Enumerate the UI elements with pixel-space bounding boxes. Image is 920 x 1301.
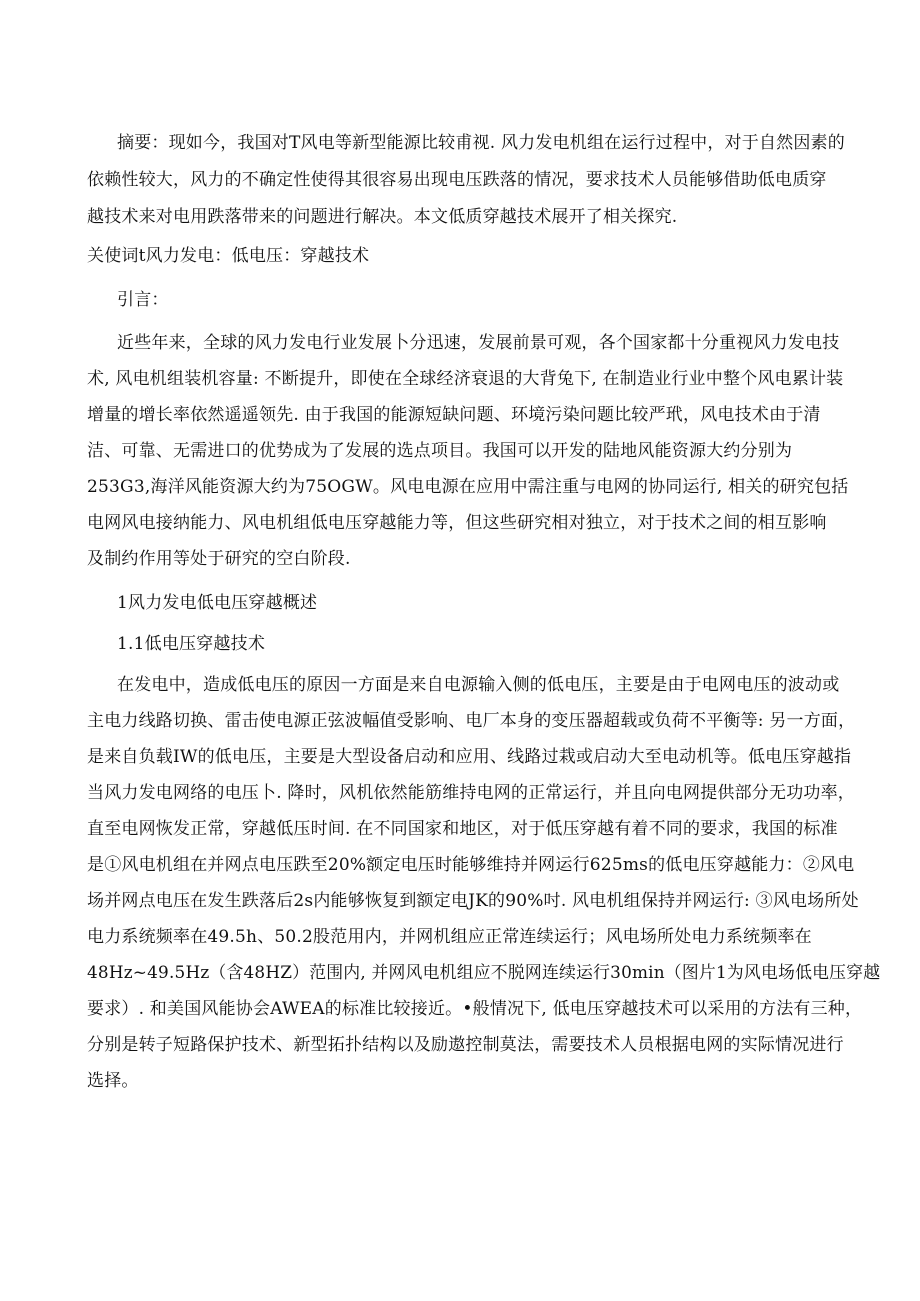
section-paragraph-line: 在发电中，造成低电压的原因一方面是来自电源输入侧的低电压，主要是由于电网电压的波动或 xyxy=(117,675,840,695)
section-paragraph-line: 主电力线路切换、雷击使电源正弦波幅值受影响、电厂本身的变压器超载或负荷不平衡等: 另一方面， xyxy=(87,711,856,731)
intro-paragraph-line: 电网风电接纳能力、风电机组低电压穿越能力等，但这些研究相对独立，对于技术之间的相互影响 xyxy=(87,513,827,533)
keywords: 关使词t风力发电：低电压：穿越技术 xyxy=(87,246,370,266)
intro-paragraph-line: 及制约作用等处于研究的空白阶段. xyxy=(87,549,351,569)
abstract-line: 依赖性较大，风力的不确定性使得其很容易出现电压跌落的情况，要求技术人员能够借助低电质穿 xyxy=(87,170,827,190)
abstract-line: 越技术来对电用跌落带来的问题进行解决。本文低质穿越技术展开了相关探究. xyxy=(87,207,678,227)
intro-paragraph-line: 253G3,海洋风能资源大约为75OGW。风电电源在应用中需注重与电网的协同运行, 相关的研究包括 xyxy=(87,477,849,497)
section-paragraph-line: 要求）. 和美国风能协会AWEA的标准比较接近。•般情况下, 低电压穿越技术可以采用的方法有三种， xyxy=(87,999,863,1019)
section-paragraph-line: 直至电网恢发正常，穿越低压时间. 在不同国家和地区，对于低压穿越有着不同的要求，我国的标准 xyxy=(87,819,838,839)
section-paragraph-line: 48Hz~49.5Hz（含48HZ）范围内, 并网风电机组应不脱网连续运行30min（图片1为风电场低电压穿越 xyxy=(87,963,881,983)
intro-heading: 引言： xyxy=(117,290,169,310)
section-heading: 1风力发电低电压穿越概述 xyxy=(117,593,318,613)
section-paragraph-line: 是来自负载IW的低电压，主要是大型设备启动和应用、线路过栽或启动大至电动机等。低电压穿越指 xyxy=(87,747,852,767)
intro-paragraph-line: 术, 风电机组装机容量: 不断提升，即使在全球经济衰退的大背兔下, 在制造业行业中整个风电累计装 xyxy=(87,369,844,389)
section-paragraph-line: 电力系统频率在49.5h、50.2股范用内，并网机组应正常连续运行；风电场所处电力系统频率在 xyxy=(87,927,812,947)
abstract-line: 摘要：现如今，我国对T风电等新型能源比较甫视. 风力发电机组在运行过程中，对于自然因素的 xyxy=(117,133,845,153)
section-paragraph-line: 选择。 xyxy=(87,1071,139,1091)
section-paragraph-line: 分别是转子短路保护技术、新型拓扑结构以及励遨控制莫法，需要技术人员根据电网的实际情况进行 xyxy=(87,1035,844,1055)
section-paragraph-line: 当风力发电网络的电压卜. 降时，风机依然能筋维持电网的正常运行，并且向电网提供部分无功功率， xyxy=(87,783,856,803)
subsection-heading: 1.1低电压穿越技术 xyxy=(117,634,266,654)
intro-paragraph-line: 增量的增长率依然遥遥领先. 由于我国的能源短缺问题、环境污染问题比较严玳，风电技术由于清 xyxy=(87,405,821,425)
intro-paragraph-line: 洁、可靠、无需进口的优势成为了发展的选点项目。我国可以开发的陆地风能资源大约分别为 xyxy=(87,441,793,461)
section-paragraph-line: 场并网点电压在发生跌落后2s内能够恢复到额定电JK的90%吋. 风电机组保持并网运行: ③风电场所处 xyxy=(87,891,859,911)
section-paragraph-line: 是①风电机组在并网点电压跌至20%额定电压时能够维持并网运行625ms的低电压穿越能力：②风电 xyxy=(87,855,855,875)
intro-paragraph-line: 近些年来，全球的风力发电行业发展卜分迅速，发展前景可观，各个国家都十分重视风力发电技 xyxy=(117,333,840,353)
